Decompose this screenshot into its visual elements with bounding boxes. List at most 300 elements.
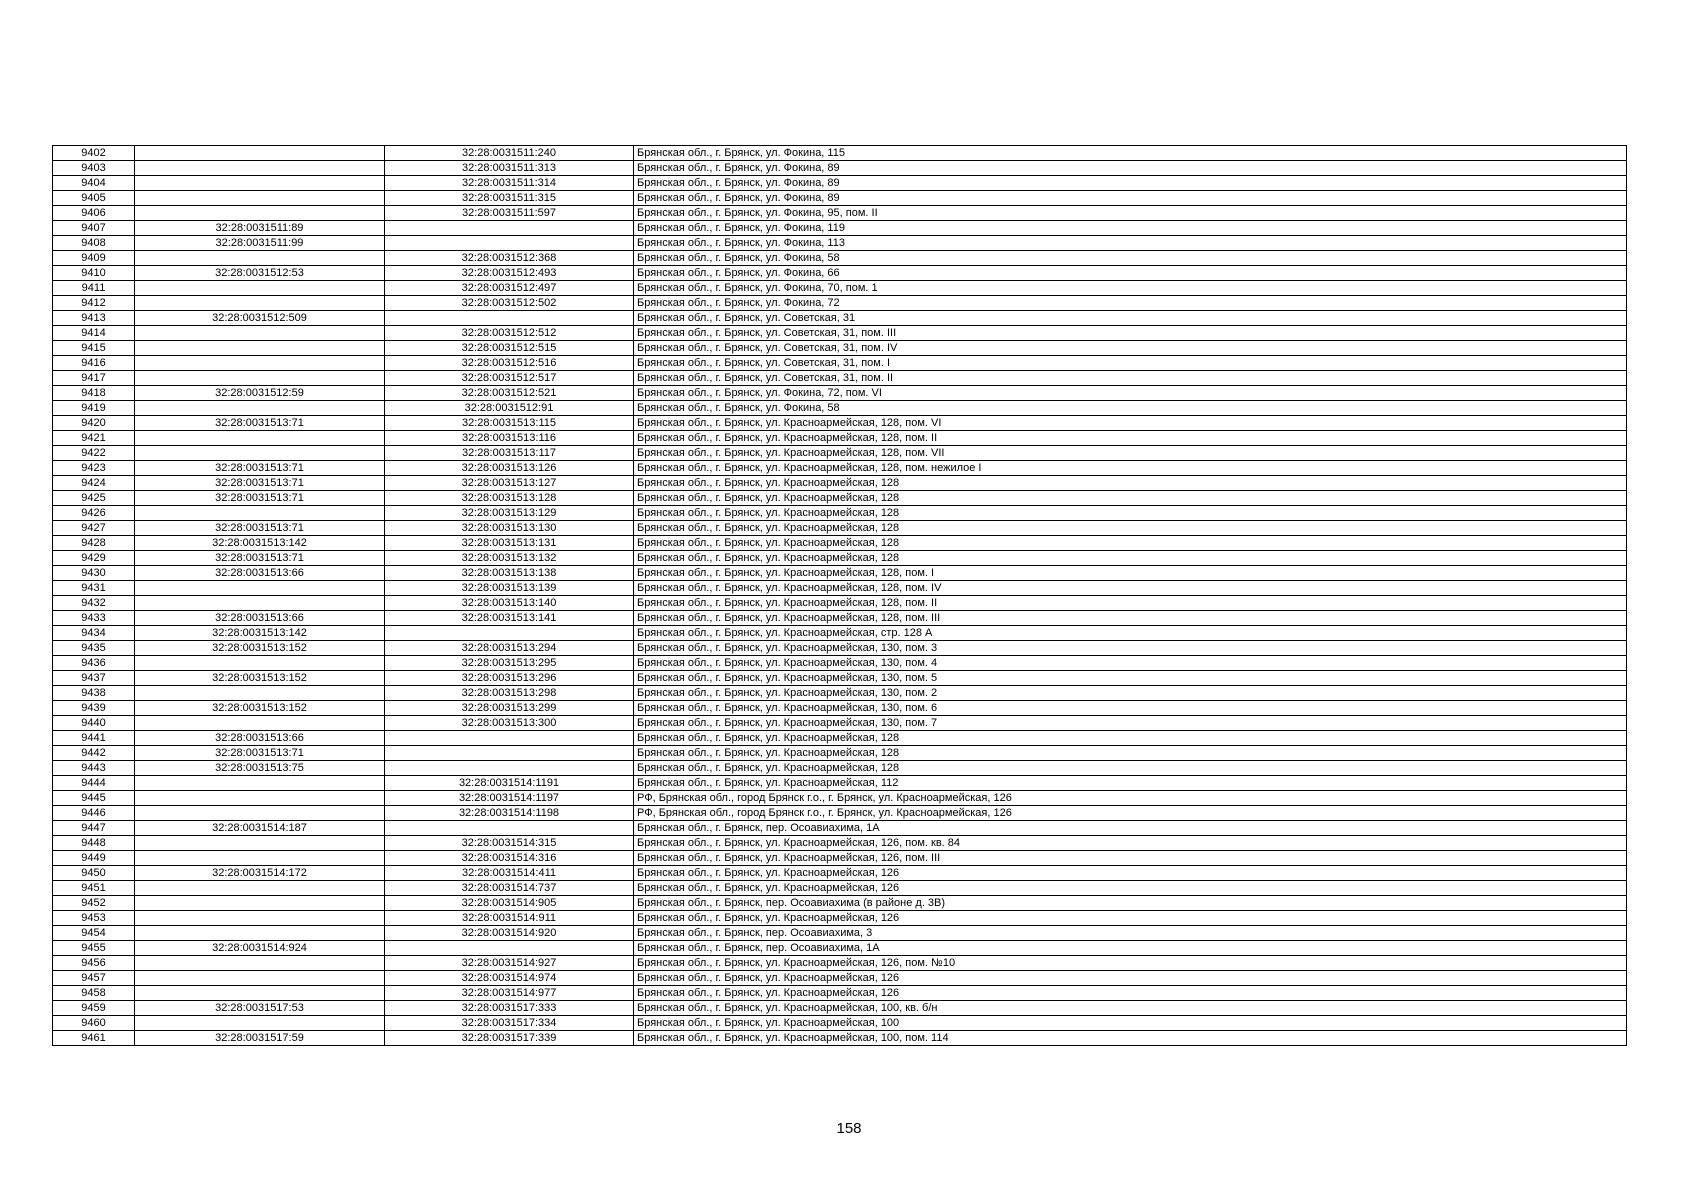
row-number-cell: 9443 <box>53 761 135 776</box>
table-row <box>53 1031 1627 1046</box>
address-cell: Брянская обл., г. Брянск, ул. Фокина, 89 <box>634 191 1627 206</box>
land-cadastral-number-cell <box>135 686 385 701</box>
land-cadastral-number-cell: 32:28:0031514:924 <box>135 941 385 956</box>
object-cadastral-number-cell: 32:28:0031512:368 <box>385 251 634 266</box>
object-cadastral-number-cell: 32:28:0031514:974 <box>385 971 634 986</box>
row-number-cell: 9447 <box>53 821 135 836</box>
object-cadastral-number-cell: 32:28:0031513:296 <box>385 671 634 686</box>
object-cadastral-number-cell: 32:28:0031513:127 <box>385 476 634 491</box>
row-number-cell: 9457 <box>53 971 135 986</box>
object-cadastral-number-cell: 32:28:0031513:141 <box>385 611 634 626</box>
address-cell: Брянская обл., г. Брянск, ул. Красноармейская, 130, пом. 5 <box>634 671 1627 686</box>
row-number-cell: 9442 <box>53 746 135 761</box>
address-cell: Брянская обл., г. Брянск, ул. Красноармейская, 130, пом. 7 <box>634 716 1627 731</box>
address-cell: Брянская обл., г. Брянск, ул. Фокина, 115 <box>634 146 1627 161</box>
row-number-cell: 9406 <box>53 206 135 221</box>
table-row <box>53 851 1627 866</box>
table-row <box>53 611 1627 626</box>
object-cadastral-number-cell: 32:28:0031512:91 <box>385 401 634 416</box>
row-number-cell: 9418 <box>53 386 135 401</box>
land-cadastral-number-cell <box>135 956 385 971</box>
table-row <box>53 971 1627 986</box>
land-cadastral-number-cell: 32:28:0031512:509 <box>135 311 385 326</box>
table-row <box>53 326 1627 341</box>
address-cell: Брянская обл., г. Брянск, ул. Красноармейская, 128 <box>634 491 1627 506</box>
page-number: 158 <box>836 1120 862 1137</box>
row-number-cell: 9426 <box>53 506 135 521</box>
address-cell: Брянская обл., г. Брянск, ул. Советская, 31, пом. I <box>634 356 1627 371</box>
table-row <box>53 506 1627 521</box>
address-cell: Брянская обл., г. Брянск, пер. Осоавиахима, 3 <box>634 926 1627 941</box>
object-cadastral-number-cell <box>385 821 634 836</box>
land-cadastral-number-cell <box>135 251 385 266</box>
table-row <box>53 281 1627 296</box>
row-number-cell: 9435 <box>53 641 135 656</box>
row-number-cell: 9451 <box>53 881 135 896</box>
land-cadastral-number-cell <box>135 836 385 851</box>
object-cadastral-number-cell: 32:28:0031513:139 <box>385 581 634 596</box>
address-cell: Брянская обл., г. Брянск, ул. Красноармейская, 112 <box>634 776 1627 791</box>
row-number-cell: 9402 <box>53 146 135 161</box>
address-cell: Брянская обл., г. Брянск, ул. Красноармейская, 128 <box>634 761 1627 776</box>
address-cell: Брянская обл., г. Брянск, ул. Фокина, 89 <box>634 161 1627 176</box>
object-cadastral-number-cell: 32:28:0031512:497 <box>385 281 634 296</box>
object-cadastral-number-cell: 32:28:0031513:298 <box>385 686 634 701</box>
table-row <box>53 491 1627 506</box>
land-cadastral-number-cell <box>135 656 385 671</box>
table-row <box>53 731 1627 746</box>
row-number-cell: 9450 <box>53 866 135 881</box>
land-cadastral-number-cell <box>135 281 385 296</box>
table-row <box>53 161 1627 176</box>
object-cadastral-number-cell: 32:28:0031513:117 <box>385 446 634 461</box>
object-cadastral-number-cell: 32:28:0031514:1191 <box>385 776 634 791</box>
object-cadastral-number-cell <box>385 761 634 776</box>
object-cadastral-number-cell: 32:28:0031511:240 <box>385 146 634 161</box>
land-cadastral-number-cell: 32:28:0031513:142 <box>135 626 385 641</box>
address-cell: Брянская обл., г. Брянск, ул. Советская, 31 <box>634 311 1627 326</box>
object-cadastral-number-cell: 32:28:0031513:295 <box>385 656 634 671</box>
table-row <box>53 701 1627 716</box>
address-cell: Брянская обл., г. Брянск, ул. Красноармейская, 128 <box>634 536 1627 551</box>
table-row <box>53 236 1627 251</box>
land-cadastral-number-cell: 32:28:0031517:59 <box>135 1031 385 1046</box>
object-cadastral-number-cell: 32:28:0031513:300 <box>385 716 634 731</box>
land-cadastral-number-cell <box>135 806 385 821</box>
table-row <box>53 536 1627 551</box>
address-cell: Брянская обл., г. Брянск, ул. Красноармейская, 128 <box>634 746 1627 761</box>
table-row <box>53 296 1627 311</box>
object-cadastral-number-cell <box>385 221 634 236</box>
object-cadastral-number-cell: 32:28:0031513:132 <box>385 551 634 566</box>
row-number-cell: 9438 <box>53 686 135 701</box>
land-cadastral-number-cell: 32:28:0031511:99 <box>135 236 385 251</box>
object-cadastral-number-cell: 32:28:0031513:126 <box>385 461 634 476</box>
object-cadastral-number-cell: 32:28:0031514:737 <box>385 881 634 896</box>
row-number-cell: 9458 <box>53 986 135 1001</box>
address-cell: Брянская обл., г. Брянск, ул. Красноармейская, 126 <box>634 911 1627 926</box>
address-cell: Брянская обл., г. Брянск, ул. Фокина, 58 <box>634 401 1627 416</box>
land-cadastral-number-cell <box>135 791 385 806</box>
table-row <box>53 956 1627 971</box>
row-number-cell: 9452 <box>53 896 135 911</box>
row-number-cell: 9415 <box>53 341 135 356</box>
address-cell: Брянская обл., г. Брянск, ул. Красноармейская, 126, пом. №10 <box>634 956 1627 971</box>
object-cadastral-number-cell <box>385 731 634 746</box>
land-cadastral-number-cell: 32:28:0031512:53 <box>135 266 385 281</box>
table-row <box>53 566 1627 581</box>
land-cadastral-number-cell <box>135 176 385 191</box>
land-cadastral-number-cell <box>135 371 385 386</box>
object-cadastral-number-cell <box>385 311 634 326</box>
object-cadastral-number-cell: 32:28:0031512:521 <box>385 386 634 401</box>
table-row <box>53 176 1627 191</box>
object-cadastral-number-cell <box>385 746 634 761</box>
land-cadastral-number-cell <box>135 506 385 521</box>
table-row <box>53 596 1627 611</box>
address-cell: Брянская обл., г. Брянск, ул. Фокина, 89 <box>634 176 1627 191</box>
address-cell: Брянская обл., г. Брянск, ул. Красноармейская, 126, пом. III <box>634 851 1627 866</box>
address-cell: Брянская обл., г. Брянск, ул. Красноармейская, 128 <box>634 551 1627 566</box>
table-row <box>53 416 1627 431</box>
object-cadastral-number-cell: 32:28:0031517:334 <box>385 1016 634 1031</box>
table-row <box>53 641 1627 656</box>
address-cell: Брянская обл., г. Брянск, ул. Красноармейская, 130, пом. 4 <box>634 656 1627 671</box>
object-cadastral-number-cell: 32:28:0031517:333 <box>385 1001 634 1016</box>
land-cadastral-number-cell: 32:28:0031514:187 <box>135 821 385 836</box>
address-cell: Брянская обл., г. Брянск, ул. Фокина, 119 <box>634 221 1627 236</box>
table-row <box>53 311 1627 326</box>
row-number-cell: 9448 <box>53 836 135 851</box>
table-row <box>53 746 1627 761</box>
land-cadastral-number-cell <box>135 431 385 446</box>
row-number-cell: 9421 <box>53 431 135 446</box>
land-cadastral-number-cell: 32:28:0031513:152 <box>135 701 385 716</box>
address-cell: Брянская обл., г. Брянск, ул. Советская, 31, пом. IV <box>634 341 1627 356</box>
address-cell: Брянская обл., г. Брянск, ул. Красноармейская, 126, пом. кв. 84 <box>634 836 1627 851</box>
land-cadastral-number-cell: 32:28:0031512:59 <box>135 386 385 401</box>
row-number-cell: 9417 <box>53 371 135 386</box>
table-row <box>53 821 1627 836</box>
object-cadastral-number-cell: 32:28:0031511:315 <box>385 191 634 206</box>
address-cell: Брянская обл., г. Брянск, ул. Советская, 31, пом. III <box>634 326 1627 341</box>
land-cadastral-number-cell <box>135 1016 385 1031</box>
table-row <box>53 686 1627 701</box>
table-row <box>53 191 1627 206</box>
table-row <box>53 221 1627 236</box>
row-number-cell: 9413 <box>53 311 135 326</box>
address-cell: Брянская обл., г. Брянск, ул. Фокина, 72 <box>634 296 1627 311</box>
land-cadastral-number-cell <box>135 896 385 911</box>
row-number-cell: 9424 <box>53 476 135 491</box>
object-cadastral-number-cell: 32:28:0031513:299 <box>385 701 634 716</box>
row-number-cell: 9445 <box>53 791 135 806</box>
object-cadastral-number-cell: 32:28:0031514:315 <box>385 836 634 851</box>
row-number-cell: 9436 <box>53 656 135 671</box>
address-cell: РФ, Брянская обл., город Брянск г.о., г. Брянск, ул. Красноармейская, 126 <box>634 791 1627 806</box>
land-cadastral-number-cell <box>135 356 385 371</box>
table-row <box>53 656 1627 671</box>
land-cadastral-number-cell: 32:28:0031513:71 <box>135 476 385 491</box>
land-cadastral-number-cell: 32:28:0031513:71 <box>135 551 385 566</box>
object-cadastral-number-cell: 32:28:0031514:927 <box>385 956 634 971</box>
land-cadastral-number-cell <box>135 341 385 356</box>
object-cadastral-number-cell: 32:28:0031514:977 <box>385 986 634 1001</box>
address-cell: Брянская обл., г. Брянск, ул. Фокина, 70, пом. 1 <box>634 281 1627 296</box>
address-cell: Брянская обл., г. Брянск, ул. Красноармейская, 128, пом. II <box>634 431 1627 446</box>
row-number-cell: 9403 <box>53 161 135 176</box>
address-cell: Брянская обл., г. Брянск, ул. Красноармейская, стр. 128 А <box>634 626 1627 641</box>
land-cadastral-number-cell: 32:28:0031513:71 <box>135 491 385 506</box>
row-number-cell: 9411 <box>53 281 135 296</box>
table-row <box>53 581 1627 596</box>
row-number-cell: 9416 <box>53 356 135 371</box>
land-cadastral-number-cell <box>135 596 385 611</box>
address-cell: Брянская обл., г. Брянск, ул. Фокина, 113 <box>634 236 1627 251</box>
address-cell: Брянская обл., г. Брянск, ул. Красноармейская, 126 <box>634 986 1627 1001</box>
row-number-cell: 9432 <box>53 596 135 611</box>
table-row <box>53 551 1627 566</box>
table-row <box>53 356 1627 371</box>
address-cell: Брянская обл., г. Брянск, ул. Красноармейская, 128, пом. VI <box>634 416 1627 431</box>
object-cadastral-number-cell: 32:28:0031514:905 <box>385 896 634 911</box>
table-row <box>53 791 1627 806</box>
table-row <box>53 341 1627 356</box>
object-cadastral-number-cell: 32:28:0031513:115 <box>385 416 634 431</box>
table-row <box>53 926 1627 941</box>
address-cell: Брянская обл., г. Брянск, ул. Фокина, 95, пом. II <box>634 206 1627 221</box>
row-number-cell: 9412 <box>53 296 135 311</box>
land-cadastral-number-cell <box>135 716 385 731</box>
row-number-cell: 9454 <box>53 926 135 941</box>
land-cadastral-number-cell: 32:28:0031517:53 <box>135 1001 385 1016</box>
land-cadastral-number-cell: 32:28:0031513:152 <box>135 641 385 656</box>
table-row <box>53 431 1627 446</box>
land-cadastral-number-cell <box>135 881 385 896</box>
row-number-cell: 9453 <box>53 911 135 926</box>
object-cadastral-number-cell: 32:28:0031511:313 <box>385 161 634 176</box>
table-row <box>53 206 1627 221</box>
land-cadastral-number-cell: 32:28:0031513:71 <box>135 746 385 761</box>
land-cadastral-number-cell <box>135 206 385 221</box>
object-cadastral-number-cell: 32:28:0031513:131 <box>385 536 634 551</box>
table-row <box>53 521 1627 536</box>
object-cadastral-number-cell: 32:28:0031514:920 <box>385 926 634 941</box>
row-number-cell: 9410 <box>53 266 135 281</box>
land-cadastral-number-cell <box>135 851 385 866</box>
address-cell: Брянская обл., г. Брянск, ул. Фокина, 72, пом. VI <box>634 386 1627 401</box>
address-cell: Брянская обл., г. Брянск, ул. Красноармейская, 126 <box>634 971 1627 986</box>
row-number-cell: 9430 <box>53 566 135 581</box>
land-cadastral-number-cell <box>135 971 385 986</box>
land-cadastral-number-cell: 32:28:0031511:89 <box>135 221 385 236</box>
table-row <box>53 146 1627 161</box>
row-number-cell: 9408 <box>53 236 135 251</box>
row-number-cell: 9422 <box>53 446 135 461</box>
address-cell: Брянская обл., г. Брянск, ул. Красноармейская, 128, пом. III <box>634 611 1627 626</box>
row-number-cell: 9460 <box>53 1016 135 1031</box>
address-cell: Брянская обл., г. Брянск, ул. Фокина, 66 <box>634 266 1627 281</box>
address-cell: Брянская обл., г. Брянск, ул. Красноармейская, 128, пом. II <box>634 596 1627 611</box>
object-cadastral-number-cell: 32:28:0031514:316 <box>385 851 634 866</box>
land-cadastral-number-cell: 32:28:0031514:172 <box>135 866 385 881</box>
table-row <box>53 251 1627 266</box>
object-cadastral-number-cell: 32:28:0031513:138 <box>385 566 634 581</box>
address-cell: Брянская обл., г. Брянск, ул. Красноармейская, 128, пом. нежилое I <box>634 461 1627 476</box>
table-row <box>53 401 1627 416</box>
row-number-cell: 9420 <box>53 416 135 431</box>
object-cadastral-number-cell: 32:28:0031513:129 <box>385 506 634 521</box>
table-row <box>53 881 1627 896</box>
address-cell: Брянская обл., г. Брянск, ул. Красноармейская, 128 <box>634 731 1627 746</box>
object-cadastral-number-cell: 32:28:0031514:911 <box>385 911 634 926</box>
object-cadastral-number-cell: 32:28:0031513:130 <box>385 521 634 536</box>
address-cell: Брянская обл., г. Брянск, ул. Красноармейская, 126 <box>634 866 1627 881</box>
address-cell: Брянская обл., г. Брянск, ул. Красноармейская, 100, кв. б/н <box>634 1001 1627 1016</box>
row-number-cell: 9434 <box>53 626 135 641</box>
row-number-cell: 9441 <box>53 731 135 746</box>
table-row <box>53 371 1627 386</box>
address-cell: Брянская обл., г. Брянск, ул. Красноармейская, 130, пом. 6 <box>634 701 1627 716</box>
table-row <box>53 761 1627 776</box>
address-cell: Брянская обл., г. Брянск, ул. Советская, 31, пом. II <box>634 371 1627 386</box>
row-number-cell: 9429 <box>53 551 135 566</box>
object-cadastral-number-cell: 32:28:0031517:339 <box>385 1031 634 1046</box>
table-row <box>53 866 1627 881</box>
registry-table <box>52 145 1627 1046</box>
address-cell: Брянская обл., г. Брянск, ул. Красноармейская, 128, пом. VII <box>634 446 1627 461</box>
table-row <box>53 446 1627 461</box>
table-row <box>53 806 1627 821</box>
row-number-cell: 9407 <box>53 221 135 236</box>
object-cadastral-number-cell: 32:28:0031514:1198 <box>385 806 634 821</box>
row-number-cell: 9446 <box>53 806 135 821</box>
table-row <box>53 671 1627 686</box>
object-cadastral-number-cell: 32:28:0031513:140 <box>385 596 634 611</box>
address-cell: РФ, Брянская обл., город Брянск г.о., г. Брянск, ул. Красноармейская, 126 <box>634 806 1627 821</box>
object-cadastral-number-cell: 32:28:0031513:128 <box>385 491 634 506</box>
row-number-cell: 9431 <box>53 581 135 596</box>
table-row <box>53 461 1627 476</box>
row-number-cell: 9404 <box>53 176 135 191</box>
land-cadastral-number-cell <box>135 296 385 311</box>
land-cadastral-number-cell <box>135 326 385 341</box>
row-number-cell: 9405 <box>53 191 135 206</box>
row-number-cell: 9455 <box>53 941 135 956</box>
row-number-cell: 9449 <box>53 851 135 866</box>
land-cadastral-number-cell <box>135 581 385 596</box>
address-cell: Брянская обл., г. Брянск, ул. Красноармейская, 128, пом. IV <box>634 581 1627 596</box>
address-cell: Брянская обл., г. Брянск, ул. Красноармейская, 128 <box>634 506 1627 521</box>
land-cadastral-number-cell: 32:28:0031513:142 <box>135 536 385 551</box>
table-row <box>53 896 1627 911</box>
address-cell: Брянская обл., г. Брянск, ул. Фокина, 58 <box>634 251 1627 266</box>
land-cadastral-number-cell: 32:28:0031513:66 <box>135 611 385 626</box>
table-row <box>53 1016 1627 1031</box>
address-cell: Брянская обл., г. Брянск, пер. Осоавиахима, 1А <box>634 941 1627 956</box>
land-cadastral-number-cell <box>135 146 385 161</box>
land-cadastral-number-cell: 32:28:0031513:66 <box>135 731 385 746</box>
row-number-cell: 9444 <box>53 776 135 791</box>
land-cadastral-number-cell <box>135 776 385 791</box>
object-cadastral-number-cell: 32:28:0031513:294 <box>385 641 634 656</box>
table-row <box>53 911 1627 926</box>
object-cadastral-number-cell: 32:28:0031512:493 <box>385 266 634 281</box>
row-number-cell: 9427 <box>53 521 135 536</box>
land-cadastral-number-cell: 32:28:0031513:66 <box>135 566 385 581</box>
row-number-cell: 9428 <box>53 536 135 551</box>
land-cadastral-number-cell <box>135 911 385 926</box>
address-cell: Брянская обл., г. Брянск, пер. Осоавиахима (в районе д. 3В) <box>634 896 1627 911</box>
land-cadastral-number-cell <box>135 161 385 176</box>
row-number-cell: 9409 <box>53 251 135 266</box>
land-cadastral-number-cell: 32:28:0031513:71 <box>135 461 385 476</box>
table-row <box>53 626 1627 641</box>
land-cadastral-number-cell <box>135 926 385 941</box>
row-number-cell: 9456 <box>53 956 135 971</box>
object-cadastral-number-cell: 32:28:0031512:517 <box>385 371 634 386</box>
object-cadastral-number-cell: 32:28:0031512:502 <box>385 296 634 311</box>
land-cadastral-number-cell <box>135 401 385 416</box>
land-cadastral-number-cell <box>135 986 385 1001</box>
address-cell: Брянская обл., г. Брянск, пер. Осоавиахима, 1А <box>634 821 1627 836</box>
address-cell: Брянская обл., г. Брянск, ул. Красноармейская, 100, пом. 114 <box>634 1031 1627 1046</box>
object-cadastral-number-cell: 32:28:0031512:512 <box>385 326 634 341</box>
object-cadastral-number-cell: 32:28:0031512:516 <box>385 356 634 371</box>
row-number-cell: 9419 <box>53 401 135 416</box>
table-row <box>53 986 1627 1001</box>
address-cell: Брянская обл., г. Брянск, ул. Красноармейская, 100 <box>634 1016 1627 1031</box>
land-cadastral-number-cell: 32:28:0031513:152 <box>135 671 385 686</box>
row-number-cell: 9437 <box>53 671 135 686</box>
table-row <box>53 1001 1627 1016</box>
address-cell: Брянская обл., г. Брянск, ул. Красноармейская, 130, пом. 2 <box>634 686 1627 701</box>
land-cadastral-number-cell: 32:28:0031513:75 <box>135 761 385 776</box>
row-number-cell: 9461 <box>53 1031 135 1046</box>
object-cadastral-number-cell: 32:28:0031512:515 <box>385 341 634 356</box>
land-cadastral-number-cell <box>135 191 385 206</box>
object-cadastral-number-cell: 32:28:0031511:597 <box>385 206 634 221</box>
address-cell: Брянская обл., г. Брянск, ул. Красноармейская, 130, пом. 3 <box>634 641 1627 656</box>
row-number-cell: 9433 <box>53 611 135 626</box>
table-row <box>53 776 1627 791</box>
row-number-cell: 9414 <box>53 326 135 341</box>
row-number-cell: 9423 <box>53 461 135 476</box>
registry-table-body <box>53 146 1627 1046</box>
row-number-cell: 9440 <box>53 716 135 731</box>
table-row <box>53 386 1627 401</box>
address-cell: Брянская обл., г. Брянск, ул. Красноармейская, 128 <box>634 476 1627 491</box>
land-cadastral-number-cell <box>135 446 385 461</box>
object-cadastral-number-cell: 32:28:0031513:116 <box>385 431 634 446</box>
object-cadastral-number-cell: 32:28:0031514:1197 <box>385 791 634 806</box>
row-number-cell: 9459 <box>53 1001 135 1016</box>
land-cadastral-number-cell: 32:28:0031513:71 <box>135 416 385 431</box>
row-number-cell: 9425 <box>53 491 135 506</box>
land-cadastral-number-cell: 32:28:0031513:71 <box>135 521 385 536</box>
object-cadastral-number-cell: 32:28:0031511:314 <box>385 176 634 191</box>
object-cadastral-number-cell <box>385 941 634 956</box>
address-cell: Брянская обл., г. Брянск, ул. Красноармейская, 126 <box>634 881 1627 896</box>
object-cadastral-number-cell <box>385 236 634 251</box>
object-cadastral-number-cell: 32:28:0031514:411 <box>385 866 634 881</box>
table-row <box>53 476 1627 491</box>
table-row <box>53 716 1627 731</box>
address-cell: Брянская обл., г. Брянск, ул. Красноармейская, 128 <box>634 521 1627 536</box>
row-number-cell: 9439 <box>53 701 135 716</box>
table-row <box>53 836 1627 851</box>
table-row <box>53 266 1627 281</box>
